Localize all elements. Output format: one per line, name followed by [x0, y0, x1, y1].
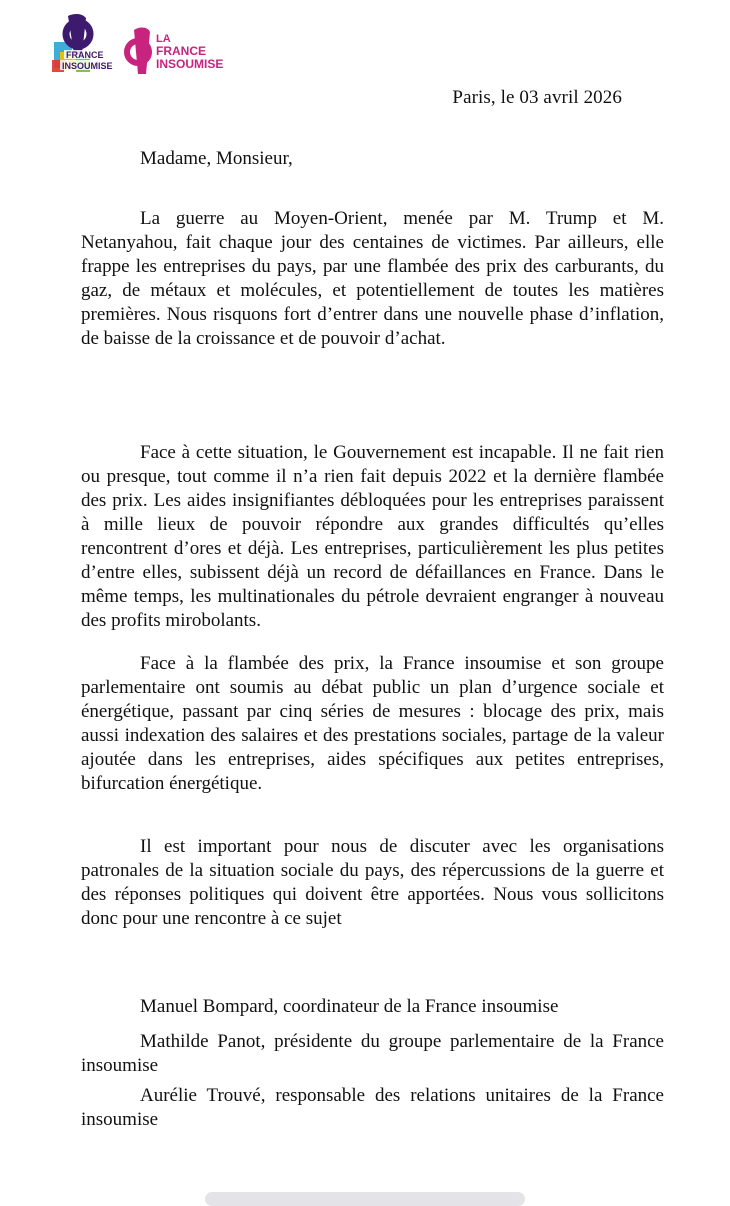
lfi-logo-primary [52, 14, 116, 72]
logo2-line2: FRANCE [156, 44, 206, 58]
signatory-panot: Mathilde Panot, présidente du groupe parlementaire de la France insoumise [81, 1031, 664, 1076]
logo2-line1: LA [156, 33, 171, 45]
signatory-bompard: Manuel Bompard, coordinateur de la France insoumise [140, 996, 559, 1017]
logo1-line2: INSOUMISE [62, 61, 113, 71]
logo2-line3: INSOUMISE [156, 57, 224, 71]
signatory-trouve: Aurélie Trouvé, responsable des relations unitaires de la France insoumise [81, 1085, 664, 1130]
body-paragraph: Face à la flambée des prix, la France insoumise et son groupe parlementaire ont soumis au débat public un plan d’urgence sociale et énergétique, passant par cinq séries de mesures : blocage des prix, mais aussi indexation des salaires et des prestations sociales, partage de la valeur ajoutée dans les entreprises, aides spécifiques aux petites entreprises, bifurcation énergétique. [81, 653, 664, 794]
body-paragraph: Il est important pour nous de discuter avec les organisations patronales de la situation sociale du pays, des répercussions de la guerre et des réponses politiques qui doivent être apportées. Nous vous sollicitons donc pour une rencontre à ce sujet [81, 836, 664, 929]
body-paragraph: La guerre au Moyen-Orient, menée par M. Trump et M. Netanyahou, fait chaque jour des centaines de victimes. Par ailleurs, elle frappe les entreprises du pays, par une flambée des prix des carburants, du gaz, de métaux et molécules, et potentiellement de toutes les matières premières. Nous risquons fort d’entrer dans une nouvelle phase d’inflation, de baisse de la croissance et de pouvoir d’achat. [81, 208, 664, 349]
letter-date: Paris, le 03 avril 2026 [452, 87, 622, 108]
letter-salutation: Madame, Monsieur, [140, 148, 293, 169]
logo1-line1: FRANCE [66, 50, 104, 60]
bottom-toolbar-edge [205, 1192, 525, 1206]
lfi-logo-secondary [127, 28, 223, 74]
party-logos [50, 12, 230, 82]
body-paragraph: Face à cette situation, le Gouvernement est incapable. Il ne fait rien ou presque, tout comme il n’a rien fait depuis 2022 et la dernière flambée des prix. Les aides insignifiantes débloquées pour les entreprises paraissent à mille lieux de pouvoir répondre aux grandes difficultés qu’elles rencontrent d’ores et déjà. Les entreprises, particulièrement les plus petites d’entre elles, subissent déjà un record de défaillances en France. Dans le même temps, les multinationales du pétrole devraient engranger à nouveau des profits mirobolants. [81, 442, 664, 631]
